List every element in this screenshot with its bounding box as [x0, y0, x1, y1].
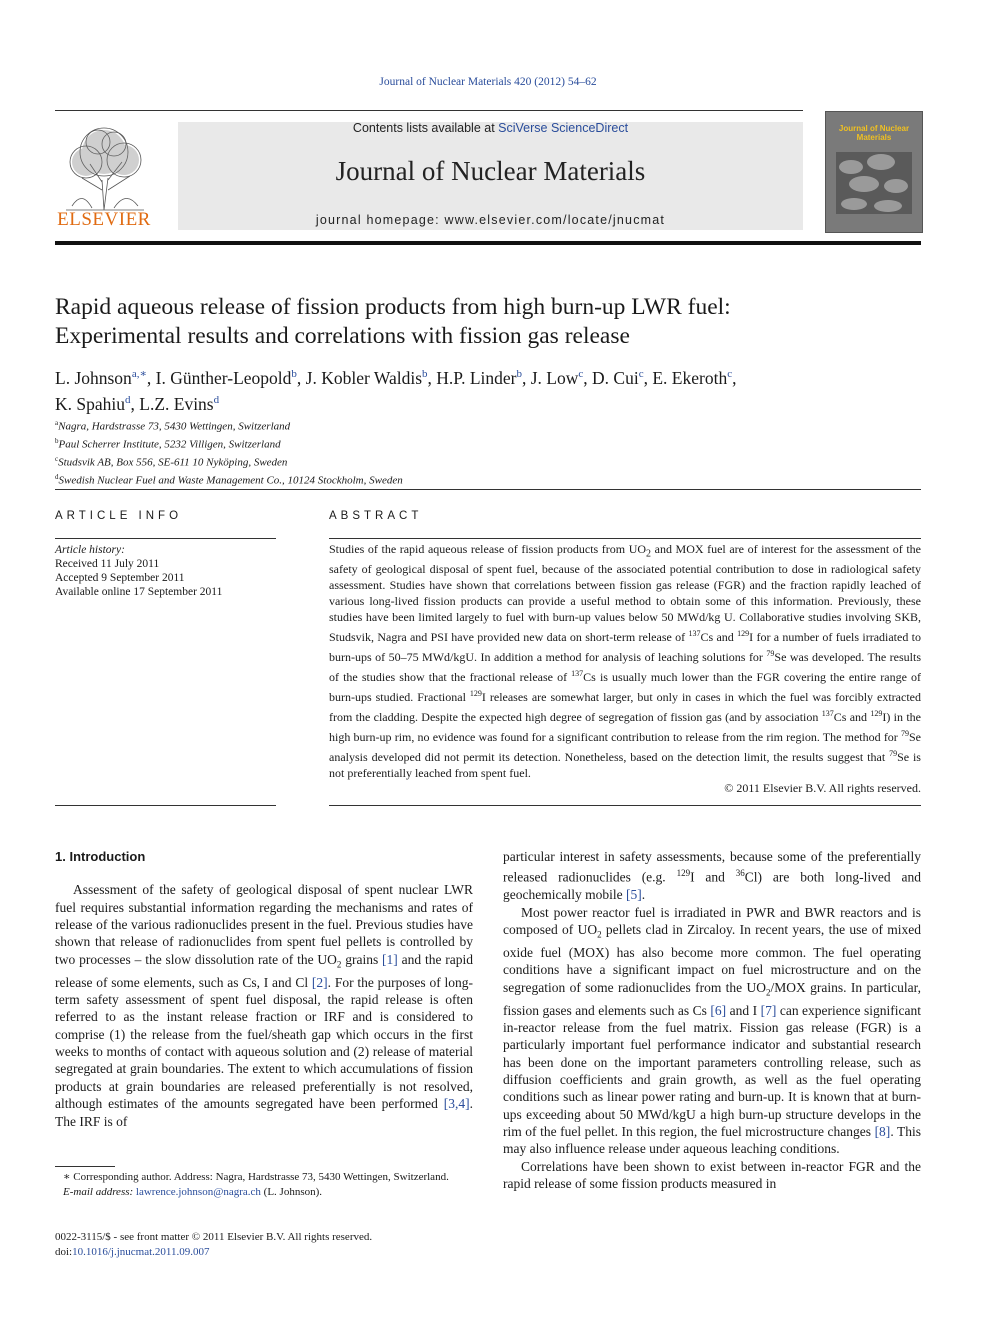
paragraph: Assessment of the safety of geological disposal of spent nuclear LWR fuel requires substantial information regarding the mechanisms and rates of release of the various radionuclides present in the fuel. Previous studies have shown that release of radionuclides from spent fuel pellets is controlled by two processes – the slow dissolution rate of the $UO_2$ grains [1] and the rapid release of some elements, such as Cs, I and Cl [2]. For the purposes of long-term safety assessment of spent fuel disposal, the rapid release is often referred to as the instant release fraction or IRF and is considered to comprise (1) the release from the fuel/sheath gap which occurs in the first weeks to months of contact with aqueous solution and (2) release of material segregated at grain boundaries. The extent to which accumulations of fission products at grain boundaries are released preferentially is not resolved, although estimates of the amounts segregated have been performed [3,4]. The IRF is of — [55, 882, 473, 1129]
abstract-copyright: © 2011 Elsevier B.V. All rights reserved. — [724, 781, 921, 795]
corresponding-address: ∗ Corresponding author. Address: Nagra, Hardstrasse 73, 5430 Wettingen, Switzerland. — [63, 1171, 449, 1183]
citation-link[interactable]: [1] — [382, 951, 398, 967]
journal-citation[interactable]: Journal of Nuclear Materials 420 (2012) 54–62 — [379, 76, 597, 88]
abstract-heading: ABSTRACT — [329, 510, 423, 522]
contents-line: Contents lists available at SciVerse ScienceDirect — [352, 121, 629, 135]
abstract-rule-top — [329, 538, 921, 539]
paragraph: Correlations have been shown to exist between in-reactor FGR and the rapid release of some fission products measured in — [503, 1158, 921, 1192]
doi-link[interactable]: 10.1016/j.jnucmat.2011.09.007 — [72, 1245, 210, 1258]
author[interactable]: J. Low$^c$ — [530, 367, 584, 388]
title-line-2: Experimental results and correlations with fission gas release — [55, 323, 630, 349]
email-line: E-mail address: lawrence.johnson@nagra.ch (L. Johnson). — [63, 1186, 323, 1198]
section-heading: 1. Introduction — [55, 849, 146, 864]
article-history — [55, 543, 276, 599]
header-rule — [55, 110, 803, 111]
author[interactable]: K. Spahiu$^d$ — [55, 393, 131, 414]
journal-name: Journal of Nuclear Materials — [335, 156, 646, 186]
paragraph: Most power reactor fuel is irradiated in PWR and BWR reactors and is composed of $UO_2$ pellets clad in Zircaloy. In recent years, the use of mixed oxide fuel (MOX) has also become more common. The fuel operating conditions have a significant impact on fuel microstructure and on the segregation of some radionuclides from the $UO_2$/MOX grains. In particular, fission gases and elements such as Cs [6] and I [7] can experience significant in-reactor release from the fuel matrix. Fission gas release (FGR) is a particularly important fuel performance indicator and substantial research has been done on the important parameters controlling release, such as diffusion coefficients and grain growth, as well as the fuel operating conditions such as linear power rating and burn-up. It is known that at burn-ups exceeding about 50 MWd/kgU a high burn-up structure develops in the rim of the fuel pellet. In this region, the fuel microstructure changes [8]. This may also influence release under aqueous leaching conditions. — [503, 904, 921, 1157]
author[interactable]: H.P. Linder$^b$ — [436, 367, 522, 388]
citation-link[interactable]: [6] — [710, 1002, 727, 1018]
author-list: L. Johnson$^{a,∗}$, I. Günther-Leopold$^b$, J. Kobler Waldis$^b$, H.P. Linder$^b$, J. Low$^c$, D. Cui$^c$, E. Ekeroth$^c$, K. Spahiu$^d$, L.Z. Evins$^d$ — [55, 367, 737, 414]
abstract-text: Studies of the rapid aqueous release of fission products from $UO_2$ and MOX fuel are of interest for the assessment of the safety of geological disposal of spent fuel, because of the associated potential contribution to dose in radiological safety assessment. Studies have shown that correlations between fission gas release (FGR) and the fraction rapidly leached of various long-lived fission products can provide a useful method to obtain some of this information. Previously, these studies have been limited largely to fuel with burn-up values below 50 MWd/kg U. Collaborative studies involving SKB, Studsvik, Nagra and PSI have provided new data on short-term release of $^{137}$Cs and $^{129}$I for a number of fuels irradiated to burn-ups of 50–75 MWd/kgU. In addition a method for analysis of leaching solutions for $^{79}$Se was developed. The results of the studies show that the fractional release of $^{137}$Cs is usually much lower than the FGR covering the entire range of burn-ups studied. Fractional $^{129}$I releases are somewhat larger, but only in cases in which the fuel was forcibly extracted from the cladding. Despite the expected high degree of segregation of fission gas (and by association $^{137}$Cs and $^{129}$I) in the high burn-up rim, no evidence was found for a significant contribution to release from the rim region. The method for $^{79}$Se analysis developed did not permit its detection. Nonetheless, based on the detection limit, the results suggest that $^{79}$Se is not preferentially leached from spent fuel. — [329, 542, 921, 780]
citation-link[interactable]: [5] — [625, 887, 642, 903]
affiliation: $^d$Swedish Nuclear Fuel and Waste Management Co., 10124 Stockholm, Sweden — [55, 473, 403, 488]
elsevier-wordmark[interactable]: ELSEVIER — [57, 209, 151, 230]
page-footer — [55, 1230, 555, 1259]
section-rule — [55, 489, 921, 490]
affiliations — [55, 416, 755, 489]
sciencedirect-link[interactable]: SciVerse ScienceDirect — [498, 121, 629, 135]
online-date: Available online 17 September 2011 — [55, 586, 223, 598]
author[interactable]: E. Ekeroth$^c$ — [652, 367, 733, 388]
article-info-rule-bottom — [55, 805, 276, 806]
body-column-right — [503, 848, 921, 1192]
cover-title: Journal of Nuclear Materials — [838, 124, 910, 142]
accepted-date: Accepted 9 September 2011 — [55, 572, 185, 584]
article-title — [55, 293, 935, 351]
author[interactable]: J. Kobler Waldis$^b$ — [305, 367, 428, 388]
received-date: Received 11 July 2011 — [55, 558, 160, 570]
email-link[interactable]: lawrence.johnson@nagra.ch — [135, 1186, 261, 1198]
journal-homepage[interactable]: journal homepage: www.elsevier.com/locate/jnucmat — [315, 213, 666, 227]
citation-link[interactable]: [3,4] — [443, 1096, 470, 1112]
header-thick-rule — [55, 241, 921, 245]
footnote-rule — [55, 1166, 115, 1167]
article-info-heading: ARTICLE INFO — [55, 510, 183, 522]
citation-link[interactable]: [2] — [311, 974, 328, 990]
title-line-1: Rapid aqueous release of fission products from high burn-up LWR fuel: — [55, 294, 731, 320]
history-label: Article history: — [55, 544, 125, 556]
doi-line: doi:10.1016/j.jnucmat.2011.09.007 — [55, 1245, 210, 1258]
article-info-rule-top — [55, 538, 276, 539]
author[interactable]: L. Johnson$^{a,∗}$ — [55, 367, 147, 388]
corresponding-author-footnote — [55, 1170, 473, 1200]
author[interactable]: L.Z. Evins$^d$ — [139, 393, 220, 414]
body-column-left — [55, 848, 473, 1130]
author[interactable]: I. Günther-Leopold$^b$ — [155, 367, 297, 388]
author[interactable]: D. Cui$^c$ — [592, 367, 644, 388]
paragraph: particular interest in safety assessments, because some of the preferentially released radionuclides (e.g. $^{129}$I and $^{36}$Cl) are both long-lived and geochemically mobile [5]. — [503, 849, 921, 903]
affiliation: $^b$Paul Scherrer Institute, 5232 Villigen, Switzerland — [55, 437, 281, 451]
affiliation: $^a$Nagra, Hardstrasse 73, 5430 Wettingen, Switzerland — [55, 419, 291, 433]
citation-link[interactable]: [8] — [874, 1124, 891, 1140]
citation-link[interactable]: [7] — [760, 1002, 777, 1018]
abstract-rule-bottom — [329, 805, 921, 806]
affiliation: $^c$Studsvik AB, Box 556, SE-611 10 Nyköping, Sweden — [55, 455, 288, 469]
issn-line: 0022-3115/$ - see front matter © 2011 Elsevier B.V. All rights reserved. — [55, 1231, 373, 1243]
